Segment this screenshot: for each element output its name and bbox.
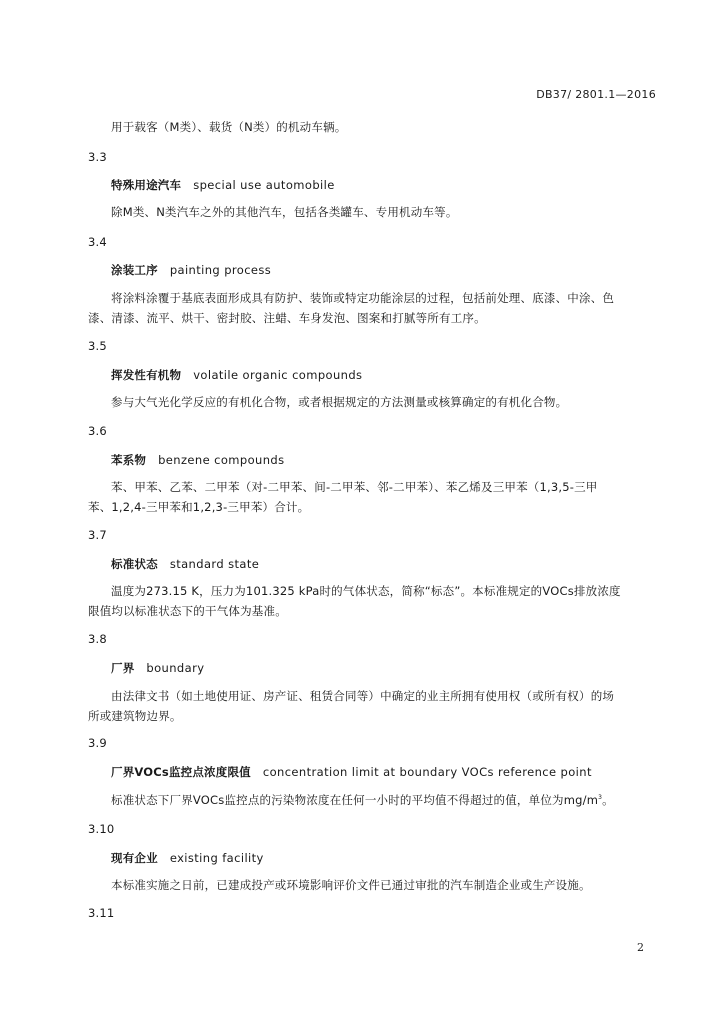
- term-english: painting process: [169, 263, 272, 277]
- definition-text: 除M类、N类汽车之外的其他汽车，包括各类罐车、专用机动车等。: [111, 205, 458, 219]
- definition-text: 由法律文书（如土地使用证、房产证、租赁合同等）中确定的业主所拥有使用权（或所有权）的场: [111, 689, 615, 703]
- term-heading: [111, 660, 204, 676]
- term-heading: [111, 367, 362, 383]
- clause-number: 3.11: [88, 906, 115, 920]
- clause-number: 3.10: [88, 822, 115, 836]
- term-chinese: 挥发性有机物: [111, 368, 182, 382]
- definition-text: 用于载客（M类）、载货（N类）的机动车辆。: [111, 120, 347, 134]
- term-chinese: 标准状态: [111, 557, 158, 571]
- definition-text: 将涂料涂覆于基底表面形成具有防护、装饰或特定功能涂层的过程，包括前处理、底漆、中涂、色: [111, 291, 615, 305]
- term-heading: [111, 177, 335, 193]
- definition-text-continued: 限值均以标准状态下的干气体为基准。: [88, 604, 287, 618]
- term-heading: [111, 452, 284, 468]
- term-heading: [111, 850, 264, 866]
- page-number: 2: [637, 941, 644, 954]
- clause-number: 3.3: [88, 150, 107, 164]
- term-english: standard state: [169, 557, 260, 571]
- term-chinese: 厂界: [111, 661, 135, 675]
- clause-number: 3.5: [88, 339, 107, 353]
- term-english: boundary: [146, 661, 205, 675]
- clause-number: 3.4: [88, 235, 107, 249]
- definition-text-continued: 苯、1,2,4-三甲苯和1,2,3-三甲苯）合计。: [88, 500, 310, 514]
- definition-text-continued: 漆、清漆、流平、烘干、密封胶、注蜡、车身发泡、图案和打腻等所有工序。: [88, 311, 486, 325]
- definition-text-tail: 。: [602, 793, 614, 807]
- term-chinese: 现有企业: [111, 851, 158, 865]
- definition-text: 本标准实施之日前，已建成投产或环境影响评价文件已通过审批的汽车制造企业或生产设施。: [111, 878, 591, 892]
- term-heading: [111, 764, 592, 780]
- term-heading: [111, 556, 259, 572]
- clause-number: 3.6: [88, 424, 107, 438]
- term-english: special use automobile: [193, 178, 335, 192]
- term-heading: [111, 262, 271, 278]
- unit-superscript: 3: [598, 794, 603, 801]
- term-english: benzene compounds: [158, 453, 285, 467]
- term-chinese: 苯系物: [111, 453, 147, 467]
- term-chinese: 厂界VOCs监控点浓度限值: [111, 765, 251, 779]
- clause-number: 3.8: [88, 632, 107, 646]
- definition-text: 温度为273.15 K，压力为101.325 kPa时的气体状态，简称“标态”。本标准规定的VOCs排放浓度: [111, 584, 621, 598]
- definition-text-continued: 所或建筑物边界。: [88, 709, 182, 723]
- definition-text: [111, 792, 614, 808]
- definition-text: 苯、甲苯、乙苯、二甲苯（对-二甲苯、间-二甲苯、邻-二甲苯）、苯乙烯及三甲苯（1,3,5-三甲: [111, 480, 598, 494]
- clause-number: 3.9: [88, 736, 107, 750]
- term-english: concentration limit at boundary VOCs reference point: [262, 765, 592, 779]
- definition-text-body: 标准状态下厂界VOCs监控点的污染物浓度在任何一小时的平均值不得超过的值，单位为mg/m: [111, 793, 599, 807]
- clause-number: 3.7: [88, 528, 107, 542]
- definition-text: 参与大气光化学反应的有机化合物，或者根据规定的方法测量或核算确定的有机化合物。: [111, 395, 568, 409]
- term-english: existing facility: [169, 851, 264, 865]
- term-chinese: 涂装工序: [111, 263, 158, 277]
- term-chinese: 特殊用途汽车: [111, 178, 182, 192]
- document-code: DB37/ 2801.1—2016: [536, 88, 656, 101]
- term-english: volatile organic compounds: [193, 368, 363, 382]
